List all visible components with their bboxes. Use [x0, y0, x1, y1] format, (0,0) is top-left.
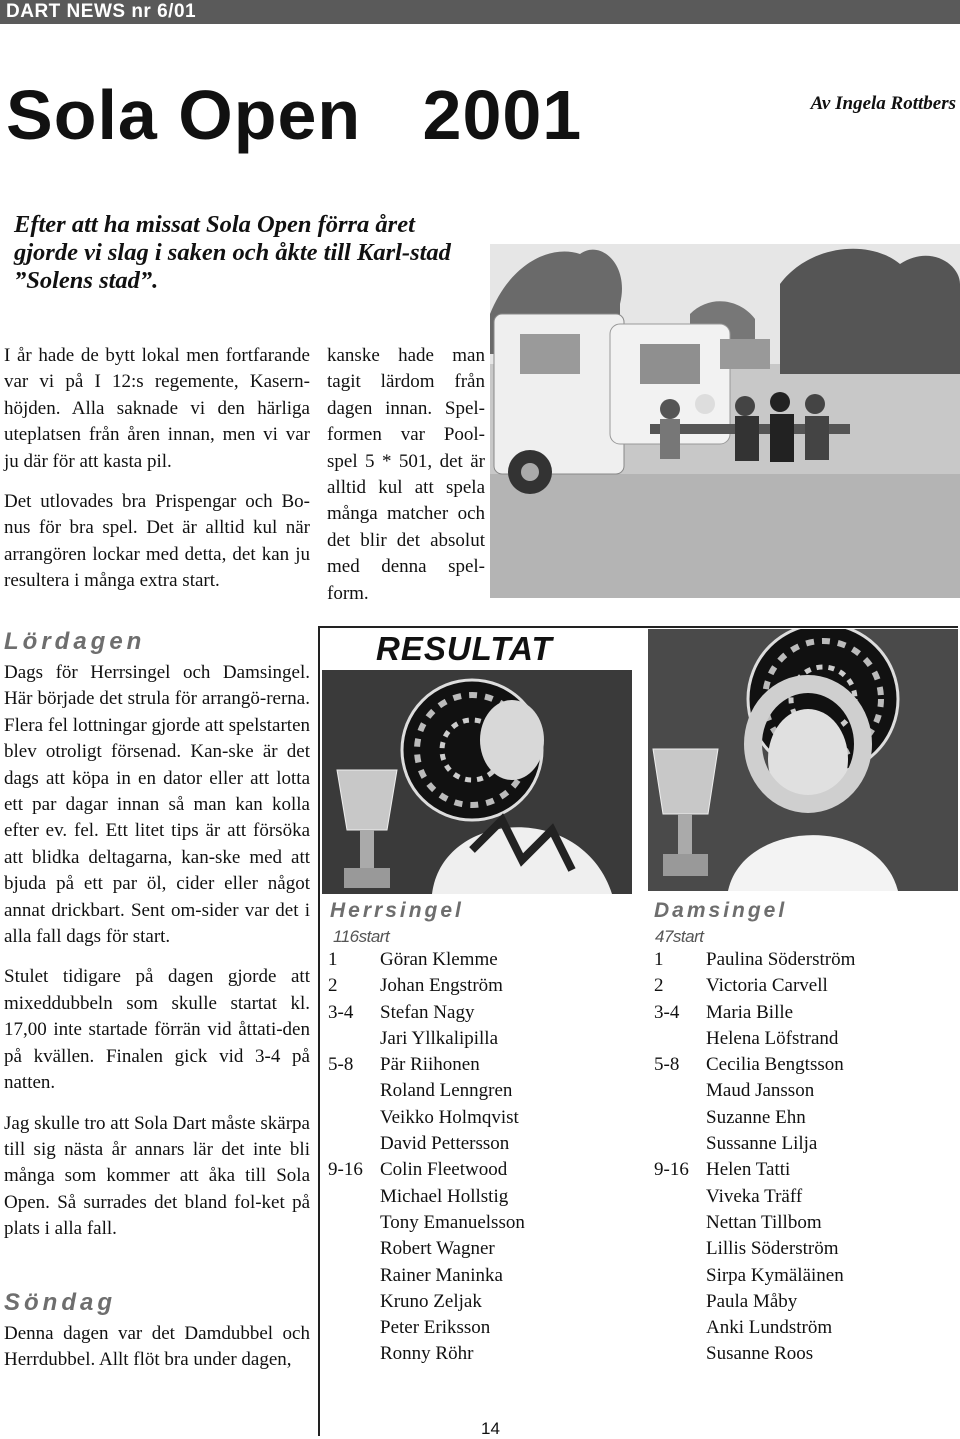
result-name: Sirpa Kymäläinen	[706, 1264, 844, 1286]
result-row	[654, 1315, 954, 1341]
damsingel-heading: Damsingel	[654, 899, 788, 922]
result-place: 9-16	[654, 1159, 689, 1181]
herrsingel-starts: 116start	[333, 927, 390, 946]
result-name: Sussanne Lilja	[706, 1133, 818, 1155]
result-row	[328, 1315, 618, 1341]
result-row	[654, 947, 954, 973]
result-name: Lillis Söderström	[706, 1238, 839, 1260]
result-row	[328, 1078, 618, 1104]
result-row	[328, 1105, 618, 1131]
result-place: 2	[654, 975, 664, 997]
result-name: Viveka Träff	[706, 1185, 803, 1207]
result-row	[654, 1289, 954, 1315]
section-heading-sunday: Söndag	[4, 1289, 116, 1316]
page-number: 14	[481, 1419, 500, 1438]
result-row	[328, 1000, 618, 1026]
result-place: 9-16	[328, 1159, 363, 1181]
paragraph: Denna dagen var det Damdubbel och Herrdubbel. Allt flöt bra under dagen,	[4, 1323, 310, 1371]
result-name: Colin Fleetwood	[380, 1159, 508, 1181]
winner-man-photo	[322, 670, 632, 894]
results-title: RESULTAT	[376, 630, 553, 667]
result-name: Robert Wagner	[380, 1238, 495, 1260]
section-heading-saturday: Lördagen	[4, 628, 146, 655]
result-name: Göran Klemme	[380, 949, 498, 970]
result-name: Ronny Röhr	[380, 1343, 474, 1365]
paragraph: Det utlovades bra Prispengar och Bo-nus för bra spel. Det är alltid kul när arrangören lockar med detta, det kan ju resultera i många extra start.	[4, 491, 310, 592]
result-name: Maud Jansson	[706, 1080, 815, 1102]
result-row	[328, 1210, 618, 1236]
result-name: Tony Emanuelsson	[380, 1211, 525, 1233]
result-row	[654, 1236, 954, 1262]
paragraph: Dags för Herrsingel och Damsingel. Här började det strula för arrangö-rerna. Flera fel lottningar gjorde att spelstarten blev otroligt försenad. Kan-ske är det dags att köpa in en dator eller att lotta ett par dagar innan så man kan kolla efter ev. fel. Ett litet tips är att försöka att blidka deltagarna, kan-ske med att bjuda på ett par öl, cider eller något annat drickbart. Sent om-sider var det i alla fall dags för start.	[4, 662, 310, 948]
magazine-header: DART NEWS nr 6/01	[6, 1, 197, 22]
result-row	[328, 1026, 618, 1052]
paragraph: I år hade de bytt lokal men fortfarande var vi på I 12:s regemente, Kasern-höjden. Alla saknade vi den härliga uteplatsen från åren innan, men vi var ju där för att kasta pil.	[4, 345, 310, 472]
article-column-1	[4, 343, 310, 595]
result-place: 5-8	[654, 1054, 680, 1076]
winner-woman-photo	[648, 629, 958, 891]
result-name: Susanne Roos	[706, 1343, 814, 1365]
result-name: Kruno Zeljak	[380, 1290, 482, 1312]
result-name: Stefan Nagy	[380, 1001, 475, 1023]
result-name: Victoria Carvell	[706, 975, 828, 997]
herrsingel-results-list	[328, 947, 618, 1368]
result-name: Helen Tatti	[706, 1159, 791, 1181]
result-name: David Pettersson	[380, 1133, 510, 1155]
result-name: Cecilia Bengtsson	[706, 1054, 844, 1076]
result-row	[328, 1131, 618, 1157]
damsingel-starts: 47start	[655, 927, 704, 946]
result-row	[328, 1184, 618, 1210]
result-name: Helena Löfstrand	[706, 1027, 839, 1049]
result-name: Michael Hollstig	[380, 1185, 509, 1207]
result-row	[328, 1289, 618, 1315]
camp-photo	[490, 244, 960, 598]
result-name: Rainer Maninka	[380, 1264, 503, 1286]
article-column-2	[327, 343, 485, 607]
result-place: 2	[328, 975, 338, 997]
result-name: Anki Lundström	[706, 1317, 833, 1339]
result-row	[328, 1157, 618, 1183]
result-row	[654, 1026, 954, 1052]
result-row	[654, 1052, 954, 1078]
result-name: Nettan Tillbom	[706, 1211, 822, 1233]
result-row	[654, 1184, 954, 1210]
herrsingel-heading: Herrsingel	[330, 899, 464, 922]
result-name: Peter Eriksson	[380, 1317, 491, 1339]
result-row	[654, 973, 954, 999]
result-row	[654, 1157, 954, 1183]
result-name: Suzanne Ehn	[706, 1106, 806, 1128]
result-name: Paulina Söderström	[706, 949, 856, 970]
result-row	[654, 1000, 954, 1026]
paragraph: kanske hade man tagit lärdom från dagen innan. Spel-formen var Pool-spel 5 * 501, det är alltid kul att spela många matcher och det blir det absolut med denna spel-form.	[327, 345, 485, 604]
result-row	[654, 1131, 954, 1157]
result-place: 3-4	[328, 1001, 354, 1023]
result-row	[328, 947, 618, 973]
result-name: Maria Bille	[706, 1001, 794, 1023]
result-name: Roland Lenngren	[380, 1080, 513, 1102]
result-place: 1	[654, 949, 664, 970]
result-row	[328, 1341, 618, 1367]
paragraph: Stulet tidigare på dagen gjorde att mixeddubbeln som skulle startat kl. 17,00 inte startade förrän vid åttati-den på kvällen. Finalen gick vid 3-4 på natten.	[4, 966, 310, 1094]
result-row	[654, 1078, 954, 1104]
sunday-text	[4, 1321, 310, 1374]
result-name: Pär Riihonen	[380, 1054, 480, 1076]
damsingel-results-list	[654, 947, 954, 1368]
result-name: Jari Yllkalipilla	[380, 1027, 499, 1049]
result-row	[654, 1263, 954, 1289]
result-row	[654, 1341, 954, 1367]
result-place: 3-4	[654, 1001, 680, 1023]
result-name: Veikko Holmqvist	[380, 1106, 519, 1128]
result-name: Paula Måby	[706, 1290, 798, 1312]
paragraph: Jag skulle tro att Sola Dart måste skärpa till sig nästa år annars lär det inte bli många som kommer att åka till Sola Open. Så surrades det bland fol-ket på plats i alla fall.	[4, 1112, 310, 1240]
result-place: 5-8	[328, 1054, 354, 1076]
result-row	[328, 973, 618, 999]
result-row	[654, 1105, 954, 1131]
result-name: Johan Engström	[380, 975, 503, 997]
saturday-text	[4, 660, 310, 1243]
result-row	[328, 1236, 618, 1262]
article-byline: Av Ingela Rottbers	[810, 93, 956, 114]
result-row	[328, 1263, 618, 1289]
article-title: Sola Open 2001	[6, 76, 583, 154]
result-row	[328, 1052, 618, 1078]
article-intro: Efter att ha missat Sola Open förra året gjorde vi slag i saken och åkte till Karl-stad ”Solens stad”.	[14, 211, 451, 294]
result-row	[654, 1210, 954, 1236]
result-place: 1	[328, 949, 338, 970]
